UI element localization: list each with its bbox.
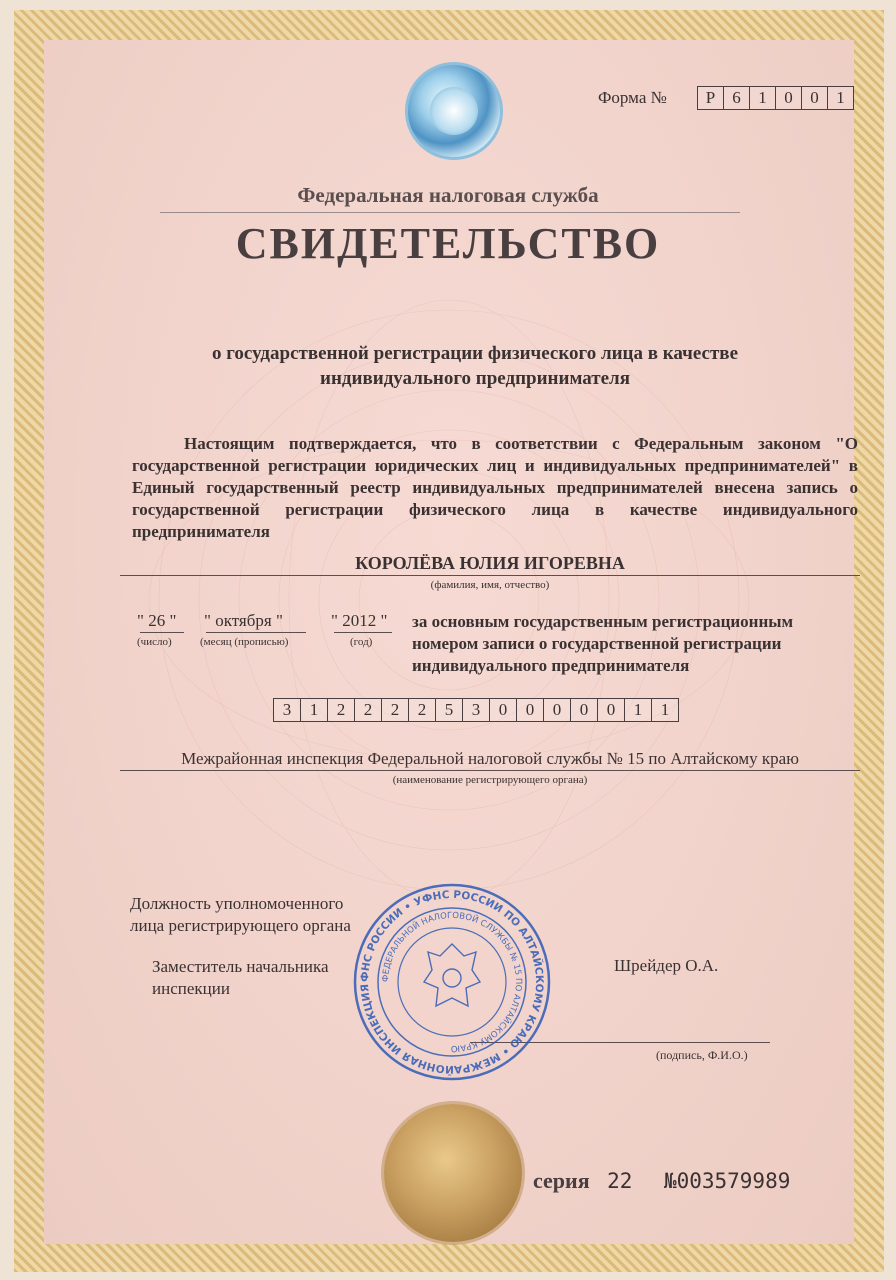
form-number-label: Форма № [598,88,667,107]
form-code-cell: 1 [827,86,854,110]
series-label: серия [533,1168,590,1193]
ogrnip-digit: 2 [381,698,409,722]
agency-name: Федеральная налоговая служба [297,183,599,207]
form-code-cell: 0 [801,86,828,110]
series-value: 22 [607,1169,633,1193]
ogrnip-digit: 2 [354,698,382,722]
certification-text: Настоящим подтверждается, что в соответствии с Федеральным законом "О государственной регистрации юридических лиц и индивидуальных предпринимателей" в Единый государственный реестр индивидуальных предпринимателей внесена запись о государственной регистрации физического лица в качестве индивидуального предпринимателя [132,434,858,541]
ogrnip-digit: 1 [651,698,679,722]
ogrnip-digit: 0 [516,698,544,722]
ogrnip-cells [274,698,679,722]
date-day: " 26 " [137,611,177,630]
month-underline [206,632,306,633]
ogrnip-digit: 0 [489,698,517,722]
ogrnip-digit: 2 [327,698,355,722]
svg-text:ФЕДЕРАЛЬНОЙ НАЛОГОВОЙ СЛУЖБЫ № [381,911,523,1053]
ogrnip-digit: 3 [462,698,490,722]
stamp-inner-text: ФЕДЕРАЛЬНОЙ НАЛОГОВОЙ СЛУЖБЫ № 15 ПО АЛТАЙСКОМУ КРАЮ [380,910,524,1054]
stamp-ring-text: ФНС РОССИИ • УФНС РОССИИ ПО АЛТАЙСКОМУ КРАЮ • МЕЖРАЙОННАЯ ИНСПЕКЦИЯ [358,888,546,1076]
date-month: " октября " [204,611,283,630]
signature-caption: (подпись, Ф.И.О.) [656,1048,748,1062]
form-code-cell: 0 [775,86,802,110]
name-underline [120,575,860,576]
form-code-cell: Р [697,86,724,110]
signatory-position: Заместитель начальника инспекции [152,957,329,998]
year-underline [334,632,392,633]
certificate-number: №003579989 [663,1169,791,1193]
ogrnip-digit: 5 [435,698,463,722]
document-subtitle: о государственной регистрации физического лица в качестве индивидуального предпринимателя [212,343,738,389]
signatory-name: Шрейдер О.А. [614,956,719,975]
month-caption: (месяц (прописью) [200,636,289,648]
ogrnip-digit: 0 [570,698,598,722]
ogrnip-digit: 2 [408,698,436,722]
form-number-cells [698,86,854,110]
official-stamp [352,882,552,1082]
ogrnip-digit: 0 [543,698,571,722]
ogrnip-digit: 0 [597,698,625,722]
authority-caption: (наименование регистрирующего органа) [392,774,588,786]
embossed-seal [384,1104,522,1242]
day-caption: (число) [137,636,172,648]
position-label: Должность уполномоченного лица регистрирующего органа [130,894,351,935]
entrepreneur-name: КОРОЛЁВА ЮЛИЯ ИГОРЕВНА [355,553,625,573]
name-caption: (фамилия, имя, отчество) [430,579,550,591]
hologram-emblem [405,62,503,160]
ogrnip-digit: 3 [273,698,301,722]
document-title: СВИДЕТЕЛЬСТВО [235,219,661,268]
registering-authority: Межрайонная инспекция Федеральной налоговой службы № 15 по Алтайскому краю [181,749,799,768]
date-year: " 2012 " [331,611,388,630]
year-caption: (год) [350,636,373,648]
authority-underline [120,770,860,771]
form-code-cell: 1 [749,86,776,110]
ogrnip-digit: 1 [300,698,328,722]
day-underline [140,632,184,633]
agency-divider [160,212,740,213]
certificate-series [533,1168,790,1194]
form-code-cell: 6 [723,86,750,110]
ogrnip-digit: 1 [624,698,652,722]
registration-text: за основным государственным регистрационным номером записи о государственной регистрации индивидуального предпринимателя [412,612,794,675]
